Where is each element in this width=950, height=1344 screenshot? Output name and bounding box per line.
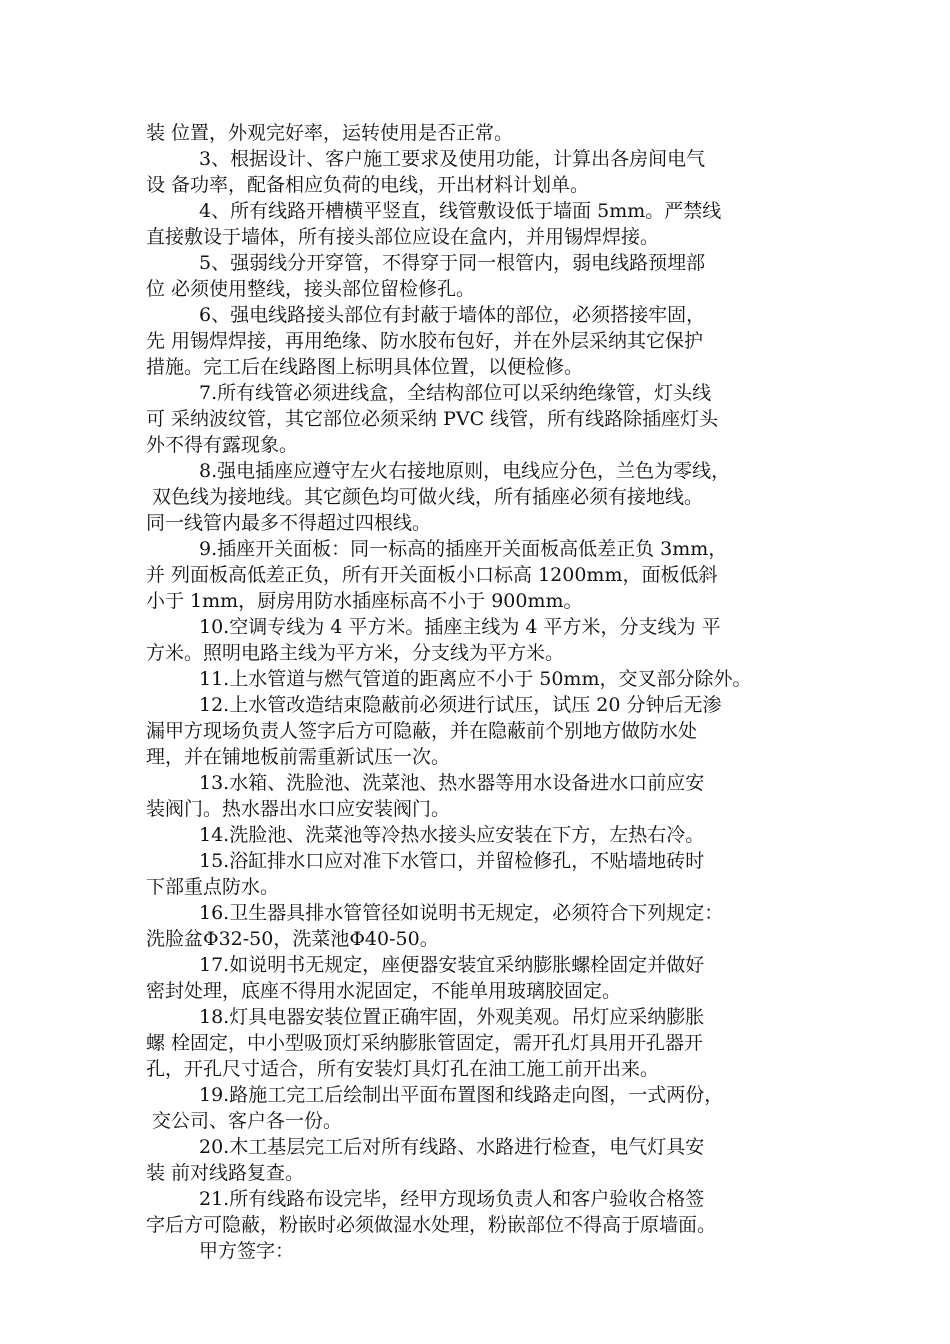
text-line: 16.卫生器具排水管管径如说明书无规定，必须符合下列规定： xyxy=(199,902,724,924)
text-line: 小于 1mm，厨房用防水插座标高不小于 900mm。 xyxy=(146,590,583,612)
text-line: 双色线为接地线。其它颜色均可做火线，所有插座必须有接地线。 xyxy=(146,486,704,508)
text-line: 直接敷设于墙体，所有接头部位应设在盒内，并用锡焊焊接。 xyxy=(146,226,660,248)
text-line: 19.路施工完工后绘制出平面布置图和线路走向图，一式两份， xyxy=(199,1084,724,1106)
text-line: 7.所有线管必须进线盒，全结构部位可以采纳绝缘管，灯头线 xyxy=(199,382,712,404)
text-line: 措施。完工后在线路图上标明具体位置，以便检修。 xyxy=(146,356,584,378)
text-line: 方米。照明电路主线为平方米，分支线为平方米。 xyxy=(146,642,565,664)
text-line: 甲方签字： xyxy=(199,1240,295,1262)
text-line: 先 用锡焊焊接，再用绝缘、防水胶布包好，并在外层采纳其它保护 xyxy=(146,330,704,352)
text-line: 6、强电线路接头部位有封蔽于墙体的部位，必须搭接牢固， xyxy=(199,304,706,326)
text-line: 5、强弱线分开穿管，不得穿于同一根管内，弱电线路预埋部 xyxy=(199,252,706,274)
text-line: 交公司、客户各一份。 xyxy=(146,1110,343,1132)
text-line: 并 列面板高低差正负，所有开关面板小口标高 1200mm，面板低斜 xyxy=(146,564,718,586)
text-line: 8.强电插座应遵守左火右接地原则，电线应分色，兰色为零线， xyxy=(199,460,731,482)
text-line: 孔，开孔尺寸适合，所有安装灯具灯孔在油工施工前开出来。 xyxy=(146,1058,660,1080)
text-line: 17.如说明书无规定，座便器安装宜采纳膨胀螺栓固定并做好 xyxy=(199,954,705,976)
text-line: 21.所有线路布设完毕，经甲方现场负责人和客户验收合格签 xyxy=(199,1188,705,1210)
text-line: 3、根据设计、客户施工要求及使用功能，计算出各房间电气 xyxy=(199,148,706,170)
text-line: 螺 栓固定，中小型吸顶灯采纳膨胀管固定，需开孔灯具用开孔器开 xyxy=(146,1032,704,1054)
text-line: 装阀门。热水器出水口应安装阀门。 xyxy=(146,798,451,820)
text-line: 18.灯具电器安装位置正确牢固，外观美观。吊灯应采纳膨胀 xyxy=(199,1006,705,1028)
document-body xyxy=(146,120,826,1264)
text-line: 漏甲方现场负责人签字后方可隐蔽，并在隐蔽前个别地方做防水处 xyxy=(146,720,698,742)
text-line: 外不得有露现象。 xyxy=(146,434,299,456)
text-line: 下部重点防水。 xyxy=(146,876,280,898)
text-line: 20.木工基层完工后对所有线路、水路进行检查，电气灯具安 xyxy=(199,1136,705,1158)
text-line: 4、所有线路开槽横平竖直，线管敷设低于墙面 5mm。严禁线 xyxy=(199,200,722,222)
text-line: 9.插座开关面板：同一标高的插座开关面板高低差正负 3mm， xyxy=(199,538,728,560)
text-line: 同一线管内最多不得超过四根线。 xyxy=(146,512,432,534)
text-line: 可 采纳波纹管，其它部位必须采纳 PVC 线管，所有线路除插座灯头 xyxy=(146,408,719,430)
text-line: 设 备功率，配备相应负荷的电线，开出材料计划单。 xyxy=(146,174,590,196)
text-line: 13.水箱、洗脸池、洗菜池、热水器等用水设备进水口前应安 xyxy=(199,772,705,794)
text-line: 密封处理，底座不得用水泥固定，不能单用玻璃胶固定。 xyxy=(146,980,622,1002)
text-line: 装 位置，外观完好率，运转使用是否正常。 xyxy=(146,122,514,144)
text-line: 12.上水管改造结束隐蔽前必须进行试压，试压 20 分钟后无渗 xyxy=(199,694,722,716)
text-line: 15.浴缸排水口应对准下水管口，并留检修孔，不贴墙地砖时 xyxy=(199,850,705,872)
text-line: 理，并在铺地板前需重新试压一次。 xyxy=(146,746,451,768)
text-line: 位 必须使用整线，接头部位留检修孔。 xyxy=(146,278,476,300)
text-line: 洗脸盆Φ32-50，洗菜池Φ40-50。 xyxy=(146,928,439,950)
text-line: 11.上水管道与燃气管道的距离应不小于 50mm，交叉部分除外。 xyxy=(199,668,752,690)
text-line: 字后方可隐蔽，粉嵌时必须做湿水处理，粉嵌部位不得高于原墙面。 xyxy=(146,1214,717,1236)
text-line: 装 前对线路复查。 xyxy=(146,1162,305,1184)
text-line: 14.洗脸池、洗菜池等冷热水接头应安装在下方，左热右冷。 xyxy=(199,824,705,846)
text-line: 10.空调专线为 4 平方米。插座主线为 4 平方米，分支线为 平 xyxy=(199,616,721,638)
